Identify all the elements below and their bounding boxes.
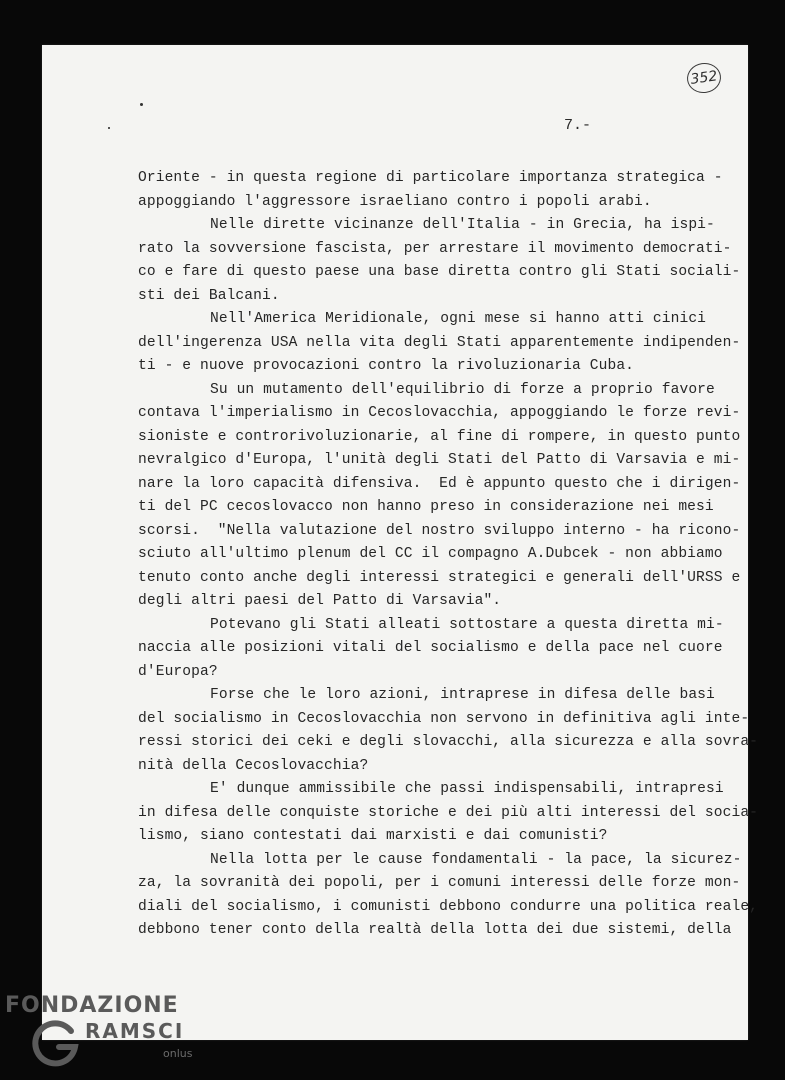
text-line: tenuto conto anche degli interessi strategici e generali dell'URSS e <box>138 569 741 586</box>
page-number: 7.- <box>564 117 592 134</box>
text-line: nevralgico d'Europa, l'unità degli Stati del Patto di Varsavia e mi- <box>138 452 741 468</box>
text-line: scorsi. "Nella valutazione del nostro sviluppo interno - ha ricono- <box>138 522 741 539</box>
text-line: naccia alle posizioni vitali del socialismo e della pace nel cuore <box>138 640 723 656</box>
text-line: E' dunque ammissibile che passi indispensabili, intrapresi <box>210 781 724 797</box>
text-line: ti del PC cecoslovacco non hanno preso in considerazione nei mesi <box>138 499 714 515</box>
text-line: co e fare di questo paese una base diretta contro gli Stati sociali- <box>138 264 741 280</box>
text-line: del socialismo in Cecoslovacchia non servono in definitiva agli inte- <box>138 710 750 727</box>
text-line: nità della Cecoslovacchia? <box>138 757 369 774</box>
text-line: debbono tener conto della realtà della lotta dei due sistemi, della <box>138 922 732 938</box>
text-line: Nell'America Meridionale, ogni mese si hanno atti cinici <box>210 311 707 327</box>
text-line: appoggiando l'aggressore israeliano contro i popoli arabi. <box>138 193 652 210</box>
text-line: sti dei Balcani. <box>138 287 280 304</box>
body-text <box>138 167 759 943</box>
text-line: Potevano gli Stati alleati sottostare a questa diretta mi- <box>210 616 724 633</box>
text-line: in difesa delle conquiste storiche e dei più alti interessi del socia- <box>138 804 759 821</box>
fondazione-gramsci-watermark <box>5 993 205 1073</box>
text-line: Nella lotta per le cause fondamentali - la pace, la sicurez- <box>210 851 742 868</box>
text-line: ti - e nuove provocazioni contro la rivoluzionaria Cuba. <box>138 358 635 374</box>
watermark-onlus: onlus <box>163 1047 193 1060</box>
text-line: sioniste e controrivoluzionarie, al fine di rompere, in questo punto <box>138 428 741 445</box>
text-line: dell'ingerenza USA nella vita degli Stati apparentemente indipenden- <box>138 334 741 351</box>
watermark-line-2: RAMSCI <box>85 1019 185 1043</box>
text-line: contava l'imperialismo in Cecoslovacchia, appoggiando le forze revi- <box>138 405 741 421</box>
text-line: rato la sovversione fascista, per arrestare il movimento democrati- <box>138 240 732 257</box>
text-line: nare la loro capacità difensiva. Ed è appunto questo che i dirigen- <box>138 475 741 492</box>
text-line: ressi storici dei ceki e degli slovacchi, alla sicurezza e alla sovra- <box>138 734 759 750</box>
ink-dot <box>140 103 143 106</box>
text-line: diali del socialismo, i comunisti debbono condurre una politica reale, <box>138 898 759 915</box>
text-line: lismo, siano contestati dai marxisti e dai comunisti? <box>138 828 608 844</box>
watermark-line-1: FONDAZIONE <box>5 993 179 1018</box>
archive-number-stamp: 352 <box>685 61 723 95</box>
ink-mark <box>108 127 110 129</box>
watermark-g-logo-icon <box>31 1017 83 1069</box>
text-line: Su un mutamento dell'equilibrio di forze a proprio favore <box>210 381 715 398</box>
text-line: Nelle dirette vicinanze dell'Italia - in Grecia, ha ispi- <box>210 217 715 233</box>
text-line: za, la sovranità dei popoli, per i comuni interessi delle forze mon- <box>138 875 741 891</box>
text-line: sciuto all'ultimo plenum del CC il compagno A.Dubcek - non abbiamo <box>138 546 723 562</box>
text-line: degli altri paesi del Patto di Varsavia". <box>138 593 502 609</box>
document-page <box>42 45 759 1040</box>
text-line: Oriente - in questa regione di particolare importanza strategica - <box>138 170 723 186</box>
text-line: Forse che le loro azioni, intraprese in difesa delle basi <box>210 687 715 703</box>
text-line: d'Europa? <box>138 663 218 680</box>
